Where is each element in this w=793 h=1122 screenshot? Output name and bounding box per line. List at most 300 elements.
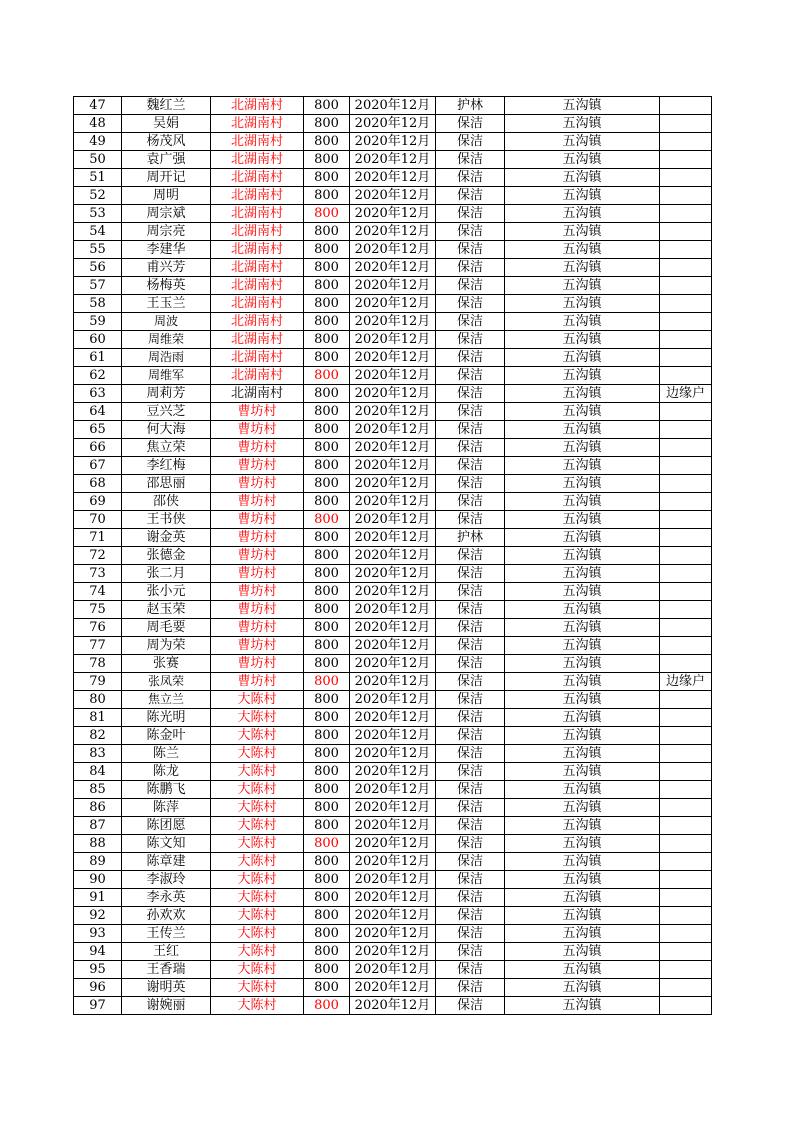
note-cell (660, 403, 712, 421)
name-cell: 周维荣 (122, 331, 211, 349)
town-cell: 五沟镇 (505, 331, 660, 349)
town-cell: 五沟镇 (505, 763, 660, 781)
town-cell: 五沟镇 (505, 889, 660, 907)
village-cell: 大陈村 (211, 763, 304, 781)
village-cell: 曹坊村 (211, 457, 304, 475)
amount-cell: 800 (304, 493, 350, 511)
town-cell: 五沟镇 (505, 133, 660, 151)
amount-cell: 800 (304, 637, 350, 655)
date-cell: 2020年12月 (350, 961, 436, 979)
town-cell: 五沟镇 (505, 673, 660, 691)
village-cell: 北湖南村 (211, 205, 304, 223)
date-cell: 2020年12月 (350, 151, 436, 169)
table-row (74, 961, 712, 979)
town-cell: 五沟镇 (505, 583, 660, 601)
row-number-cell: 49 (74, 133, 122, 151)
table-row (74, 349, 712, 367)
row-number-cell: 71 (74, 529, 122, 547)
village-cell: 曹坊村 (211, 565, 304, 583)
date-cell: 2020年12月 (350, 457, 436, 475)
row-number-cell: 69 (74, 493, 122, 511)
village-cell: 大陈村 (211, 817, 304, 835)
note-cell (660, 601, 712, 619)
date-cell: 2020年12月 (350, 997, 436, 1015)
village-cell: 北湖南村 (211, 259, 304, 277)
row-number-cell: 79 (74, 673, 122, 691)
job-cell: 保洁 (436, 691, 505, 709)
date-cell: 2020年12月 (350, 583, 436, 601)
job-cell: 保洁 (436, 583, 505, 601)
date-cell: 2020年12月 (350, 133, 436, 151)
village-cell: 曹坊村 (211, 493, 304, 511)
row-number-cell: 84 (74, 763, 122, 781)
table-row (74, 421, 712, 439)
table-row (74, 565, 712, 583)
amount-cell: 800 (304, 709, 350, 727)
job-cell: 保洁 (436, 349, 505, 367)
amount-cell: 800 (304, 979, 350, 997)
town-cell: 五沟镇 (505, 925, 660, 943)
date-cell: 2020年12月 (350, 439, 436, 457)
town-cell: 五沟镇 (505, 385, 660, 403)
date-cell: 2020年12月 (350, 943, 436, 961)
table-row (74, 583, 712, 601)
village-cell: 北湖南村 (211, 133, 304, 151)
amount-cell: 800 (304, 817, 350, 835)
name-cell: 陈文知 (122, 835, 211, 853)
job-cell: 保洁 (436, 601, 505, 619)
town-cell: 五沟镇 (505, 349, 660, 367)
town-cell: 五沟镇 (505, 97, 660, 115)
row-number-cell: 93 (74, 925, 122, 943)
amount-cell: 800 (304, 295, 350, 313)
date-cell: 2020年12月 (350, 871, 436, 889)
town-cell: 五沟镇 (505, 709, 660, 727)
roster-table (73, 96, 712, 1015)
date-cell: 2020年12月 (350, 475, 436, 493)
amount-cell: 800 (304, 925, 350, 943)
table-row (74, 817, 712, 835)
table-row (74, 169, 712, 187)
note-cell (660, 637, 712, 655)
date-cell: 2020年12月 (350, 385, 436, 403)
row-number-cell: 57 (74, 277, 122, 295)
town-cell: 五沟镇 (505, 313, 660, 331)
job-cell: 保洁 (436, 745, 505, 763)
table-row (74, 223, 712, 241)
note-cell (660, 115, 712, 133)
town-cell: 五沟镇 (505, 223, 660, 241)
town-cell: 五沟镇 (505, 781, 660, 799)
name-cell: 豆兴芝 (122, 403, 211, 421)
name-cell: 周开记 (122, 169, 211, 187)
row-number-cell: 96 (74, 979, 122, 997)
row-number-cell: 54 (74, 223, 122, 241)
town-cell: 五沟镇 (505, 205, 660, 223)
note-cell (660, 709, 712, 727)
date-cell: 2020年12月 (350, 511, 436, 529)
town-cell: 五沟镇 (505, 187, 660, 205)
job-cell: 保洁 (436, 727, 505, 745)
note-cell (660, 259, 712, 277)
row-number-cell: 77 (74, 637, 122, 655)
note-cell (660, 97, 712, 115)
village-cell: 曹坊村 (211, 547, 304, 565)
amount-cell: 800 (304, 277, 350, 295)
job-cell: 保洁 (436, 781, 505, 799)
table-row (74, 601, 712, 619)
date-cell: 2020年12月 (350, 403, 436, 421)
town-cell: 五沟镇 (505, 295, 660, 313)
village-cell: 大陈村 (211, 709, 304, 727)
note-cell (660, 817, 712, 835)
name-cell: 陈光明 (122, 709, 211, 727)
amount-cell: 800 (304, 439, 350, 457)
note-cell (660, 295, 712, 313)
job-cell: 保洁 (436, 133, 505, 151)
date-cell: 2020年12月 (350, 619, 436, 637)
job-cell: 保洁 (436, 205, 505, 223)
town-cell: 五沟镇 (505, 907, 660, 925)
row-number-cell: 70 (74, 511, 122, 529)
note-cell (660, 511, 712, 529)
row-number-cell: 89 (74, 853, 122, 871)
note-cell (660, 619, 712, 637)
town-cell: 五沟镇 (505, 799, 660, 817)
village-cell: 北湖南村 (211, 187, 304, 205)
amount-cell: 800 (304, 691, 350, 709)
village-cell: 曹坊村 (211, 655, 304, 673)
name-cell: 陈鹏飞 (122, 781, 211, 799)
town-cell: 五沟镇 (505, 871, 660, 889)
date-cell: 2020年12月 (350, 601, 436, 619)
amount-cell: 800 (304, 529, 350, 547)
amount-cell: 800 (304, 349, 350, 367)
note-cell (660, 187, 712, 205)
name-cell: 吴娟 (122, 115, 211, 133)
date-cell: 2020年12月 (350, 421, 436, 439)
job-cell: 保洁 (436, 295, 505, 313)
town-cell: 五沟镇 (505, 493, 660, 511)
amount-cell: 800 (304, 367, 350, 385)
table-row (74, 385, 712, 403)
job-cell: 护林 (436, 529, 505, 547)
village-cell: 北湖南村 (211, 277, 304, 295)
amount-cell: 800 (304, 907, 350, 925)
town-cell: 五沟镇 (505, 943, 660, 961)
row-number-cell: 92 (74, 907, 122, 925)
note-cell (660, 871, 712, 889)
table-row (74, 781, 712, 799)
row-number-cell: 75 (74, 601, 122, 619)
row-number-cell: 81 (74, 709, 122, 727)
table-row (74, 691, 712, 709)
name-cell: 周宗亮 (122, 223, 211, 241)
row-number-cell: 76 (74, 619, 122, 637)
job-cell: 保洁 (436, 799, 505, 817)
amount-cell: 800 (304, 871, 350, 889)
job-cell: 保洁 (436, 331, 505, 349)
table-row (74, 133, 712, 151)
job-cell: 保洁 (436, 313, 505, 331)
table-row (74, 205, 712, 223)
town-cell: 五沟镇 (505, 961, 660, 979)
town-cell: 五沟镇 (505, 727, 660, 745)
village-cell: 北湖南村 (211, 241, 304, 259)
note-cell (660, 349, 712, 367)
date-cell: 2020年12月 (350, 493, 436, 511)
town-cell: 五沟镇 (505, 655, 660, 673)
job-cell: 保洁 (436, 115, 505, 133)
amount-cell: 800 (304, 583, 350, 601)
name-cell: 张凤荣 (122, 673, 211, 691)
note-cell: 边缘户 (660, 673, 712, 691)
date-cell: 2020年12月 (350, 691, 436, 709)
row-number-cell: 82 (74, 727, 122, 745)
date-cell: 2020年12月 (350, 907, 436, 925)
note-cell (660, 853, 712, 871)
note-cell: 边缘户 (660, 385, 712, 403)
job-cell: 保洁 (436, 565, 505, 583)
date-cell: 2020年12月 (350, 565, 436, 583)
name-cell: 陈团愿 (122, 817, 211, 835)
amount-cell: 800 (304, 889, 350, 907)
town-cell: 五沟镇 (505, 403, 660, 421)
note-cell (660, 997, 712, 1015)
date-cell: 2020年12月 (350, 799, 436, 817)
row-number-cell: 80 (74, 691, 122, 709)
village-cell: 曹坊村 (211, 403, 304, 421)
town-cell: 五沟镇 (505, 835, 660, 853)
job-cell: 保洁 (436, 187, 505, 205)
village-cell: 曹坊村 (211, 601, 304, 619)
job-cell: 保洁 (436, 979, 505, 997)
job-cell: 保洁 (436, 169, 505, 187)
town-cell: 五沟镇 (505, 439, 660, 457)
job-cell: 保洁 (436, 835, 505, 853)
name-cell: 周浩雨 (122, 349, 211, 367)
village-cell: 大陈村 (211, 781, 304, 799)
amount-cell: 800 (304, 763, 350, 781)
table-row (74, 889, 712, 907)
table-row (74, 925, 712, 943)
amount-cell: 800 (304, 133, 350, 151)
amount-cell: 800 (304, 781, 350, 799)
table-row (74, 259, 712, 277)
name-cell: 李建华 (122, 241, 211, 259)
name-cell: 周毛要 (122, 619, 211, 637)
note-cell (660, 583, 712, 601)
name-cell: 陈金叶 (122, 727, 211, 745)
table-row (74, 997, 712, 1015)
note-cell (660, 925, 712, 943)
row-number-cell: 66 (74, 439, 122, 457)
row-number-cell: 85 (74, 781, 122, 799)
date-cell: 2020年12月 (350, 97, 436, 115)
amount-cell: 800 (304, 619, 350, 637)
row-number-cell: 52 (74, 187, 122, 205)
amount-cell: 800 (304, 943, 350, 961)
date-cell: 2020年12月 (350, 529, 436, 547)
note-cell (660, 367, 712, 385)
name-cell: 魏红兰 (122, 97, 211, 115)
row-number-cell: 65 (74, 421, 122, 439)
name-cell: 周明 (122, 187, 211, 205)
row-number-cell: 58 (74, 295, 122, 313)
town-cell: 五沟镇 (505, 259, 660, 277)
note-cell (660, 763, 712, 781)
amount-cell: 800 (304, 187, 350, 205)
job-cell: 保洁 (436, 655, 505, 673)
village-cell: 大陈村 (211, 961, 304, 979)
row-number-cell: 63 (74, 385, 122, 403)
job-cell: 保洁 (436, 763, 505, 781)
amount-cell: 800 (304, 331, 350, 349)
amount-cell: 800 (304, 115, 350, 133)
table-row (74, 637, 712, 655)
table-row (74, 187, 712, 205)
job-cell: 保洁 (436, 637, 505, 655)
table-row (74, 907, 712, 925)
table-row (74, 709, 712, 727)
amount-cell: 800 (304, 673, 350, 691)
table-row (74, 115, 712, 133)
village-cell: 曹坊村 (211, 421, 304, 439)
note-cell (660, 655, 712, 673)
town-cell: 五沟镇 (505, 691, 660, 709)
note-cell (660, 547, 712, 565)
village-cell: 大陈村 (211, 799, 304, 817)
table-row (74, 619, 712, 637)
name-cell: 张小元 (122, 583, 211, 601)
name-cell: 周维军 (122, 367, 211, 385)
roster-table-body (74, 97, 712, 1015)
note-cell (660, 223, 712, 241)
row-number-cell: 64 (74, 403, 122, 421)
row-number-cell: 87 (74, 817, 122, 835)
job-cell: 保洁 (436, 511, 505, 529)
row-number-cell: 73 (74, 565, 122, 583)
note-cell (660, 277, 712, 295)
name-cell: 王红 (122, 943, 211, 961)
table-row (74, 475, 712, 493)
amount-cell: 800 (304, 475, 350, 493)
job-cell: 保洁 (436, 223, 505, 241)
table-row (74, 943, 712, 961)
note-cell (660, 907, 712, 925)
row-number-cell: 60 (74, 331, 122, 349)
village-cell: 大陈村 (211, 925, 304, 943)
date-cell: 2020年12月 (350, 187, 436, 205)
job-cell: 保洁 (436, 907, 505, 925)
table-row (74, 979, 712, 997)
name-cell: 焦立荣 (122, 439, 211, 457)
name-cell: 邵侠 (122, 493, 211, 511)
name-cell: 张赛 (122, 655, 211, 673)
job-cell: 保洁 (436, 961, 505, 979)
row-number-cell: 90 (74, 871, 122, 889)
town-cell: 五沟镇 (505, 619, 660, 637)
town-cell: 五沟镇 (505, 565, 660, 583)
row-number-cell: 86 (74, 799, 122, 817)
name-cell: 王香瑞 (122, 961, 211, 979)
row-number-cell: 91 (74, 889, 122, 907)
job-cell: 护林 (436, 97, 505, 115)
name-cell: 袁广强 (122, 151, 211, 169)
amount-cell: 800 (304, 151, 350, 169)
town-cell: 五沟镇 (505, 421, 660, 439)
table-row (74, 295, 712, 313)
name-cell: 李淑玲 (122, 871, 211, 889)
name-cell: 陈兰 (122, 745, 211, 763)
job-cell: 保洁 (436, 997, 505, 1015)
job-cell: 保洁 (436, 403, 505, 421)
town-cell: 五沟镇 (505, 277, 660, 295)
job-cell: 保洁 (436, 241, 505, 259)
row-number-cell: 53 (74, 205, 122, 223)
amount-cell: 800 (304, 421, 350, 439)
village-cell: 大陈村 (211, 943, 304, 961)
town-cell: 五沟镇 (505, 601, 660, 619)
town-cell: 五沟镇 (505, 745, 660, 763)
name-cell: 周波 (122, 313, 211, 331)
village-cell: 北湖南村 (211, 97, 304, 115)
row-number-cell: 48 (74, 115, 122, 133)
name-cell: 王传兰 (122, 925, 211, 943)
table-row (74, 331, 712, 349)
amount-cell: 800 (304, 565, 350, 583)
date-cell: 2020年12月 (350, 781, 436, 799)
note-cell (660, 835, 712, 853)
note-cell (660, 205, 712, 223)
job-cell: 保洁 (436, 385, 505, 403)
job-cell: 保洁 (436, 709, 505, 727)
village-cell: 北湖南村 (211, 223, 304, 241)
table-row (74, 457, 712, 475)
village-cell: 大陈村 (211, 691, 304, 709)
amount-cell: 800 (304, 403, 350, 421)
job-cell: 保洁 (436, 673, 505, 691)
name-cell: 陈章建 (122, 853, 211, 871)
village-cell: 曹坊村 (211, 583, 304, 601)
table-row (74, 547, 712, 565)
village-cell: 曹坊村 (211, 511, 304, 529)
row-number-cell: 83 (74, 745, 122, 763)
village-cell: 曹坊村 (211, 529, 304, 547)
town-cell: 五沟镇 (505, 817, 660, 835)
date-cell: 2020年12月 (350, 889, 436, 907)
village-cell: 北湖南村 (211, 115, 304, 133)
amount-cell: 800 (304, 655, 350, 673)
row-number-cell: 94 (74, 943, 122, 961)
note-cell (660, 727, 712, 745)
note-cell (660, 745, 712, 763)
note-cell (660, 979, 712, 997)
note-cell (660, 331, 712, 349)
table-row (74, 673, 712, 691)
date-cell: 2020年12月 (350, 223, 436, 241)
note-cell (660, 439, 712, 457)
date-cell: 2020年12月 (350, 259, 436, 277)
amount-cell: 800 (304, 97, 350, 115)
name-cell: 李永英 (122, 889, 211, 907)
job-cell: 保洁 (436, 421, 505, 439)
village-cell: 大陈村 (211, 871, 304, 889)
date-cell: 2020年12月 (350, 349, 436, 367)
job-cell: 保洁 (436, 817, 505, 835)
table-row (74, 745, 712, 763)
amount-cell: 800 (304, 457, 350, 475)
